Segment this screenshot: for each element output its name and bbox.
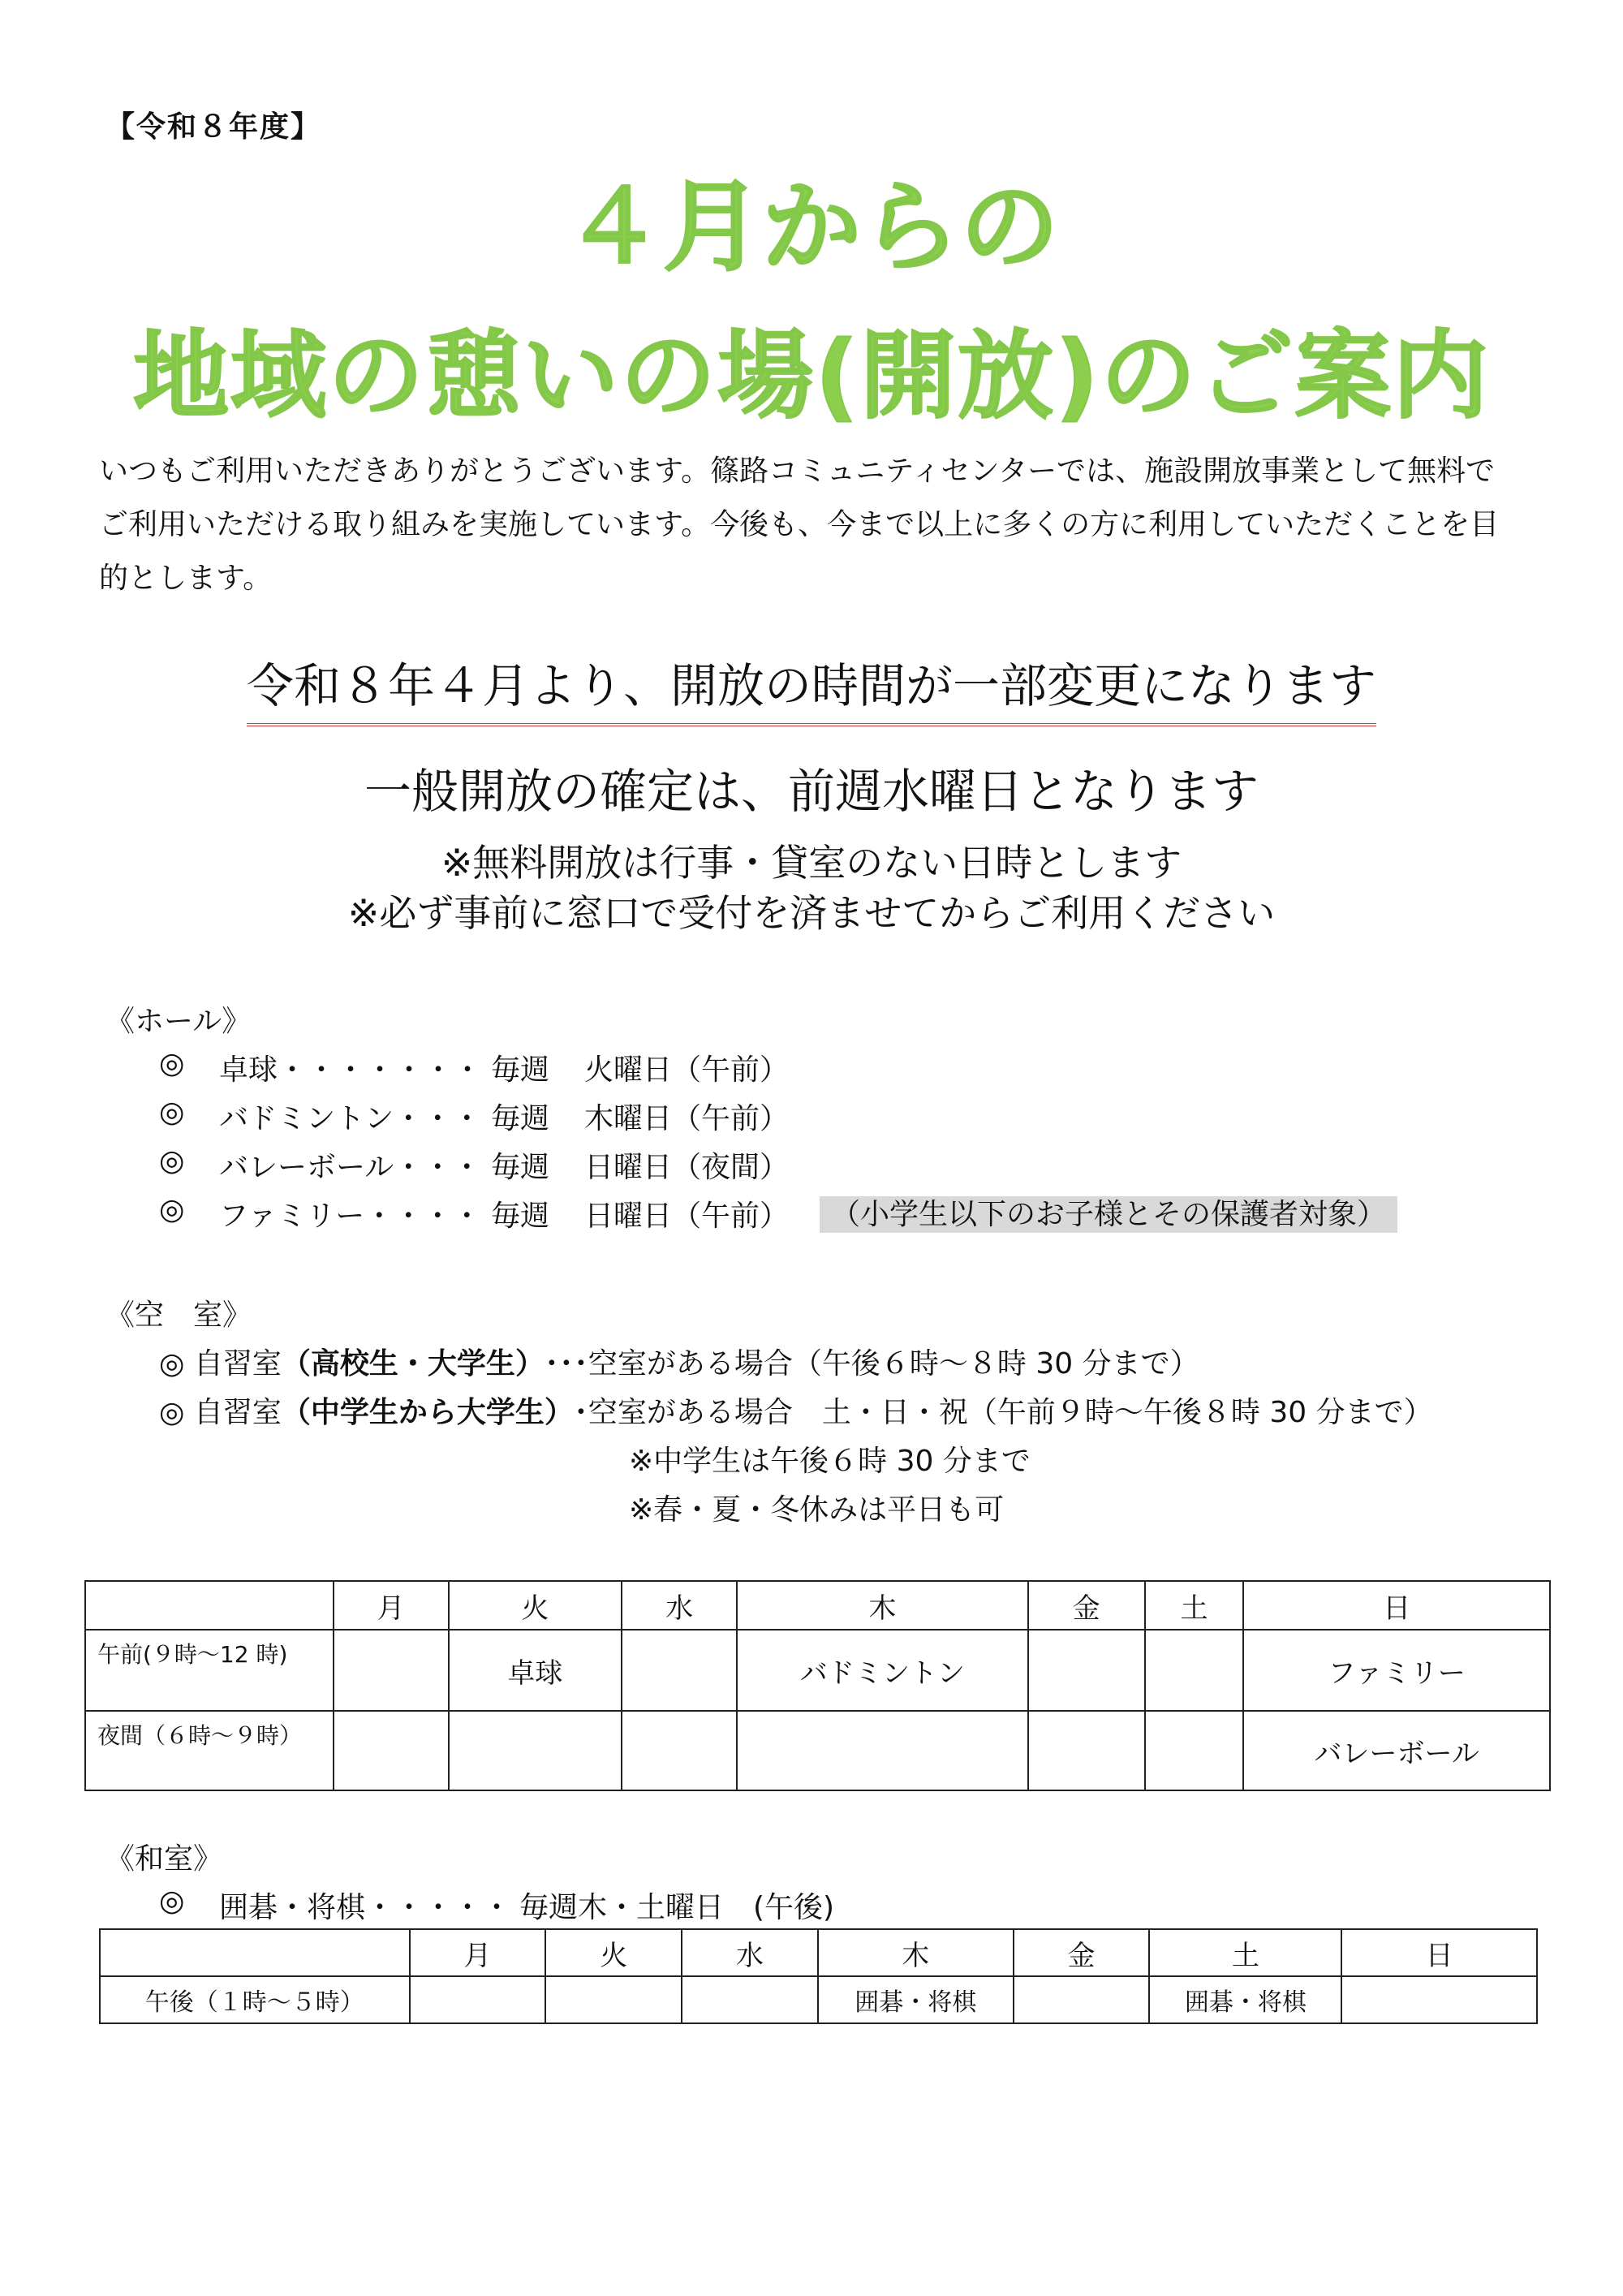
schedule-cell [334,1630,449,1711]
time-slot-label: 夜間（６時～９時） [85,1711,334,1790]
day-header: 日 [1243,1581,1550,1630]
intro-line: いつもご利用いただきありがとうございます。篠路コミュニティセンターでは、施設開放事業として無料で [99,454,1496,488]
table-row [85,1711,1550,1790]
day-header: 水 [622,1581,737,1630]
schedule-cell [449,1711,622,1790]
schedule-cell [1014,1976,1150,2023]
table-row [85,1630,1550,1711]
table-row [100,1976,1537,2023]
room-name: 自習室 [193,1347,282,1381]
schedule-cell: ファミリー [1243,1630,1550,1711]
table-header-row [100,1929,1537,1976]
day-header: 土 [1145,1581,1244,1630]
vacant-heading: 《空 室》 [105,1299,252,1332]
day-header: 月 [334,1581,449,1630]
target-note-text: （小学生以下のお子様とその保護者対象） [820,1196,1397,1233]
list-item [159,1047,184,1080]
schedule-cell: バドミントン [737,1630,1028,1711]
schedule-cell [622,1630,737,1711]
room-target: （高校生・大学生） [281,1347,545,1381]
junior-high-note: ※中学生は午後６時 30 分まで [629,1445,1031,1478]
activity-frequency: 毎週 [491,1053,550,1087]
schedule-cell: バレーボール [1243,1711,1550,1790]
time-slot-label: 午後（１時～５時） [100,1976,410,2023]
room-target: （中学生から大学生） [281,1396,574,1429]
activity-name: ファミリー・・・・ [219,1200,482,1233]
intro-line: ご利用いただける取り組みを実施しています。今後も、今まで以上に多くの方に利用していただくことを目 [99,508,1500,541]
schedule-cell: 囲碁・将棋 [1149,1976,1341,2023]
day-header: 木 [737,1581,1028,1630]
schedule-cell [334,1711,449,1790]
activity-name: バレーボール・・・ [219,1151,482,1184]
list-item [159,1389,1433,1431]
schedule-cell [682,1976,818,2023]
fiscal-year-label: 【令和８年度】 [105,110,322,144]
activity-day: 火曜日（午前） [584,1053,790,1087]
list-item [159,1144,184,1178]
list-item [159,1096,184,1129]
room-detail: ･空室がある場合 土・日・祝（午前９時～午後８時 30 分まで） [573,1396,1433,1429]
schedule-cell: 囲碁・将棋 [818,1976,1014,2023]
table-corner-cell [100,1929,410,1976]
day-header: 土 [1149,1929,1341,1976]
free-open-note: ※無料開放は行事・貸室のない日時とします [441,841,1182,885]
activity-schedule: 毎週木・土曜日 (午後) [519,1891,835,1924]
bullet-icon: ◎ [159,1396,185,1429]
activity-day: 木曜日（午前） [584,1102,790,1135]
day-header: 月 [410,1929,546,1976]
schedule-cell [1341,1976,1537,2023]
change-notice [0,653,1623,726]
table-corner-cell [85,1581,334,1630]
day-header: 火 [449,1581,622,1630]
intro-line: 的とします。 [99,562,273,595]
hall-heading: 《ホール》 [105,1005,252,1038]
day-header: 日 [1341,1929,1537,1976]
bullet-icon: ◎ [159,1047,185,1080]
japanese-room-schedule-table [99,1928,1538,2024]
time-slot-label: 午前(９時～12 時) [85,1630,334,1711]
bullet-icon: ◎ [159,1193,185,1226]
schedule-cell [737,1711,1028,1790]
day-header: 金 [1028,1581,1145,1630]
table-header-row [85,1581,1550,1630]
activity-name: 卓球・・・・・・・ [219,1053,483,1087]
japanese-room-heading: 《和室》 [105,1842,223,1876]
title-line1: ４月からの [564,170,1059,285]
day-header: 木 [818,1929,1014,1976]
day-header: 金 [1014,1929,1150,1976]
schedule-cell [1145,1711,1244,1790]
holiday-note: ※春・夏・冬休みは平日も可 [629,1493,1005,1527]
schedule-cell: 卓球 [449,1630,622,1711]
list-item [159,1341,1199,1382]
list-item [159,1193,184,1226]
confirm-notice: 一般開放の確定は、前週水曜日となります [364,764,1259,819]
title-line2: 地域の憩いの場(開放)のご案内 [133,320,1490,432]
intro-paragraph [99,445,1535,605]
activity-name: バドミントン・・・ [219,1102,482,1135]
schedule-cell [1028,1711,1145,1790]
bullet-icon: ◎ [159,1144,185,1178]
room-detail: ･･･空室がある場合（午後６時～８時 30 分まで） [544,1347,1199,1381]
change-notice-text: 令和８年４月より、開放の時間が一部変更になります [247,653,1376,726]
activity-day: 日曜日（午前） [584,1200,790,1233]
schedule-cell [545,1976,682,2023]
schedule-cell [1028,1630,1145,1711]
schedule-cell [410,1976,546,2023]
activity-frequency: 毎週 [491,1200,550,1233]
bullet-icon: ◎ [159,1347,185,1381]
activity-frequency: 毎週 [491,1151,550,1184]
activity-name: 囲碁・将棋・・・・・ [219,1891,512,1924]
room-name: 自習室 [193,1396,282,1429]
activity-day: 日曜日（夜間） [584,1151,790,1184]
day-header: 火 [545,1929,682,1976]
schedule-cell [622,1711,737,1790]
hall-schedule-table [84,1580,1551,1791]
day-header: 水 [682,1929,818,1976]
reception-note: ※必ず事前に窓口で受付を済ませてからご利用ください [347,891,1276,935]
target-note-badge [820,1191,1397,1233]
bullet-icon: ◎ [159,1096,185,1129]
activity-frequency: 毎週 [491,1102,550,1135]
schedule-cell [1145,1630,1244,1711]
list-item [159,1885,184,1918]
bullet-icon: ◎ [159,1885,185,1918]
